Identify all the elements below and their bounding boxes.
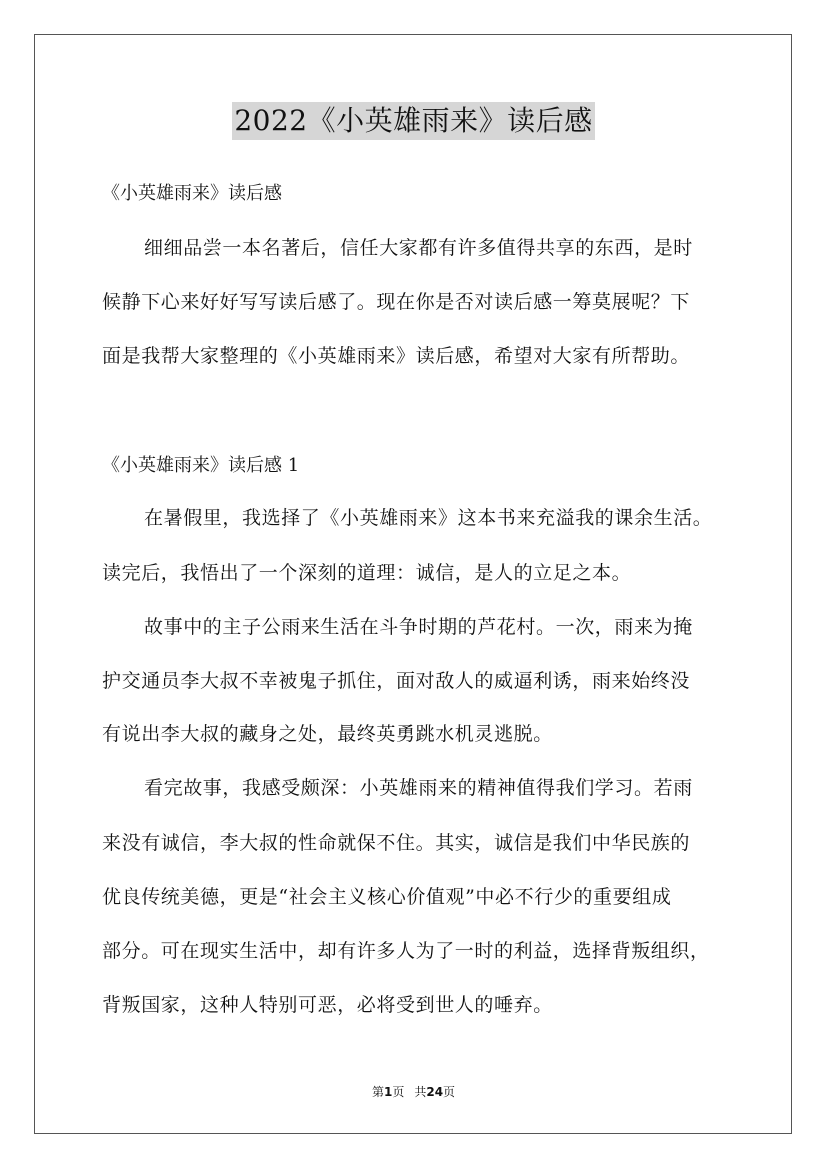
paragraph-3-line-4: 部分。可在现实生活中，却有许多人为了一时的利益，选择背叛组织， xyxy=(102,940,710,962)
page-footer xyxy=(0,1084,827,1100)
intro-line-3: 面是我帮大家整理的《小英雄雨来》读后感，希望对大家有所帮助。 xyxy=(102,345,691,367)
document-title: 2022《小英雄雨来》读后感 xyxy=(232,102,594,140)
page-number: 1 xyxy=(383,1085,393,1099)
paragraph-2-line-2: 护交通员李大叔不幸被鬼子抓住，面对敌人的威逼利诱，雨来始终没 xyxy=(102,670,691,692)
paragraph-2-line-1: 故事中的主子公雨来生活在斗争时期的芦花村。一次，雨来为掩 xyxy=(144,616,693,638)
page-suffix: 页 xyxy=(392,1085,405,1099)
total-prefix: 共 xyxy=(414,1085,427,1099)
paragraph-2-line-3: 有说出李大叔的藏身之处，最终英勇跳水机灵逃脱。 xyxy=(102,723,553,745)
paragraph-3-line-5: 背叛国家，这种人特别可恶，必将受到世人的唾弃。 xyxy=(102,994,553,1016)
paragraph-1-line-2: 读完后，我悟出了一个深刻的道理：诚信，是人的立足之本。 xyxy=(102,562,632,584)
total-pages: 24 xyxy=(426,1085,444,1099)
page-prefix: 第 xyxy=(371,1085,384,1099)
subheading: 《小英雄雨来》读后感 xyxy=(102,183,282,204)
title-container xyxy=(0,102,827,140)
intro-line-1: 细细品尝一本名著后，信任大家都有许多值得共享的东西，是时 xyxy=(144,237,693,259)
paragraph-1-line-1: 在暑假里，我选择了《小英雄雨来》这本书来充溢我的课余生活。 xyxy=(144,507,713,529)
section-heading: 《小英雄雨来》读后感 1 xyxy=(102,455,300,476)
paragraph-3-line-1: 看完故事，我感受颇深：小英雄雨来的精神值得我们学习。若雨 xyxy=(144,777,693,799)
paragraph-3-line-2: 来没有诚信，李大叔的性命就保不住。其实，诚信是我们中华民族的 xyxy=(102,832,691,854)
paragraph-3-line-3: 优良传统美德，更是“社会主义核心价值观”中必不行少的重要组成 xyxy=(102,886,672,908)
intro-line-2: 候静下心来好好写写读后感了。现在你是否对读后感一筹莫展呢？下 xyxy=(102,291,691,313)
total-suffix: 页 xyxy=(443,1085,456,1099)
